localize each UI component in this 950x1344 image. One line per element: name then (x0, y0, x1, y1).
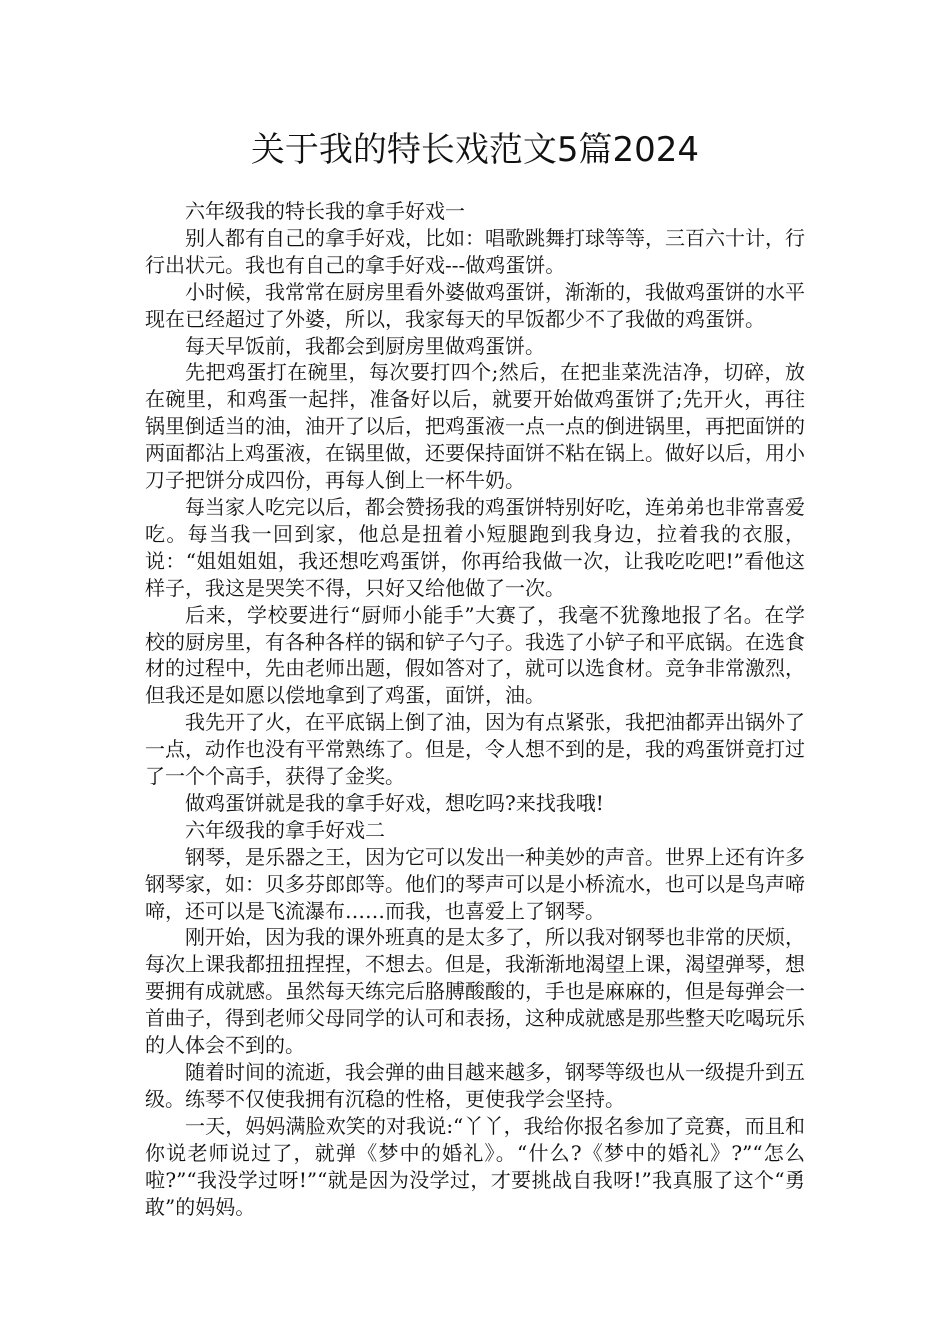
paragraph: 小时候，我常常在厨房里看外婆做鸡蛋饼，渐渐的，我做鸡蛋饼的水平现在已经超过了外婆，所以，我家每天的早饭都少不了我做的鸡蛋饼。 (145, 279, 805, 331)
paragraph: 我先开了火，在平底锅上倒了油，因为有点紧张，我把油都弄出锅外了一点，动作也没有平常熟练了。但是，令人想不到的是，我的鸡蛋饼竟打过了一个个高手，获得了金奖。 (145, 710, 805, 789)
paragraph: 六年级我的拿手好戏二 (185, 817, 385, 842)
paragraph: 先把鸡蛋打在碗里，每次要打四个;然后，在把韭菜洗洁净，切碎，放在碗里，和鸡蛋一起拌，准备好以后，就要开始做鸡蛋饼了;先开火，再往锅里倒适当的油，油开了以后，把鸡蛋液一点一点的倒进锅里，再把面饼的两面都沾上鸡蛋液，在锅里做，还要保持面饼不粘在锅上。做好以后，用小刀子把饼分成四份，再每人倒上一杯牛奶。 (145, 360, 805, 493)
paragraph: 随着时间的流逝，我会弹的曲目越来越多，钢琴等级也从一级提升到五级。练琴不仅使我拥有沉稳的性格，更使我学会坚持。 (145, 1060, 805, 1111)
paragraph: 钢琴，是乐器之王，因为它可以发出一种美妙的声音。世界上还有许多钢琴家，如：贝多芬郎郎等。他们的琴声可以是小桥流水，也可以是鸟声啼啼，还可以是飞流瀑布……而我，也喜爱上了钢琴。 (145, 844, 805, 923)
paragraph: 每天早饭前，我都会到厨房里做鸡蛋饼。 (185, 333, 545, 358)
document-body (145, 198, 805, 1220)
paragraph: 每当家人吃完以后，都会赞扬我的鸡蛋饼特别好吃，连弟弟也非常喜爱吃。每当我一回到家，他总是扭着小短腿跑到我身边，拉着我的衣服，说：“姐姐姐姐，我还想吃鸡蛋饼，你再给我做一次，让我吃吃吧!”看他这样子，我这是哭笑不得，只好又给他做了一次。 (145, 494, 805, 600)
paragraph: 刚开始，因为我的课外班真的是太多了，所以我对钢琴也非常的厌烦，每次上课我都扭扭捏捏，不想去。但是，我渐渐地渴望上课，渴望弹琴，想要拥有成就感。虽然每天练完后胳膊酸酸的，手也是麻麻的，但是每弹会一首曲子，得到老师父母同学的认可和表扬，这种成就感是那些整天吃喝玩乐的人体会不到的。 (145, 925, 805, 1058)
document-title: 关于我的特长戏范文5篇2024 (250, 130, 700, 170)
paragraph: 做鸡蛋饼就是我的拿手好戏，想吃吗?来找我哦! (185, 790, 604, 815)
paragraph: 后来，学校要进行“厨师小能手”大赛了，我毫不犹豫地报了名。在学校的厨房里，有各种各样的锅和铲子勺子。我选了小铲子和平底锅。在选食材的过程中，先由老师出题，假如答对了，就可以选食材。竞争非常激烈，但我还是如愿以偿地拿到了鸡蛋，面饼，油。 (145, 602, 805, 708)
paragraph: 六年级我的特长我的拿手好戏一 (185, 199, 465, 223)
paragraph: 别人都有自己的拿手好戏，比如：唱歌跳舞打球等等，三百六十计，行行出状元。我也有自己的拿手好戏---做鸡蛋饼。 (145, 225, 805, 277)
paragraph: 一天，妈妈满脸欢笑的对我说:“丫丫，我给你报名参加了竞赛，而且和你说老师说过了，就弹《梦中的婚礼》。“什么?《梦中的婚礼》?”“怎么啦?”“我没学过呀!”“就是因为没学过，才要挑战自我呀!”我真服了这个“勇敢”的妈妈。 (145, 1113, 805, 1219)
